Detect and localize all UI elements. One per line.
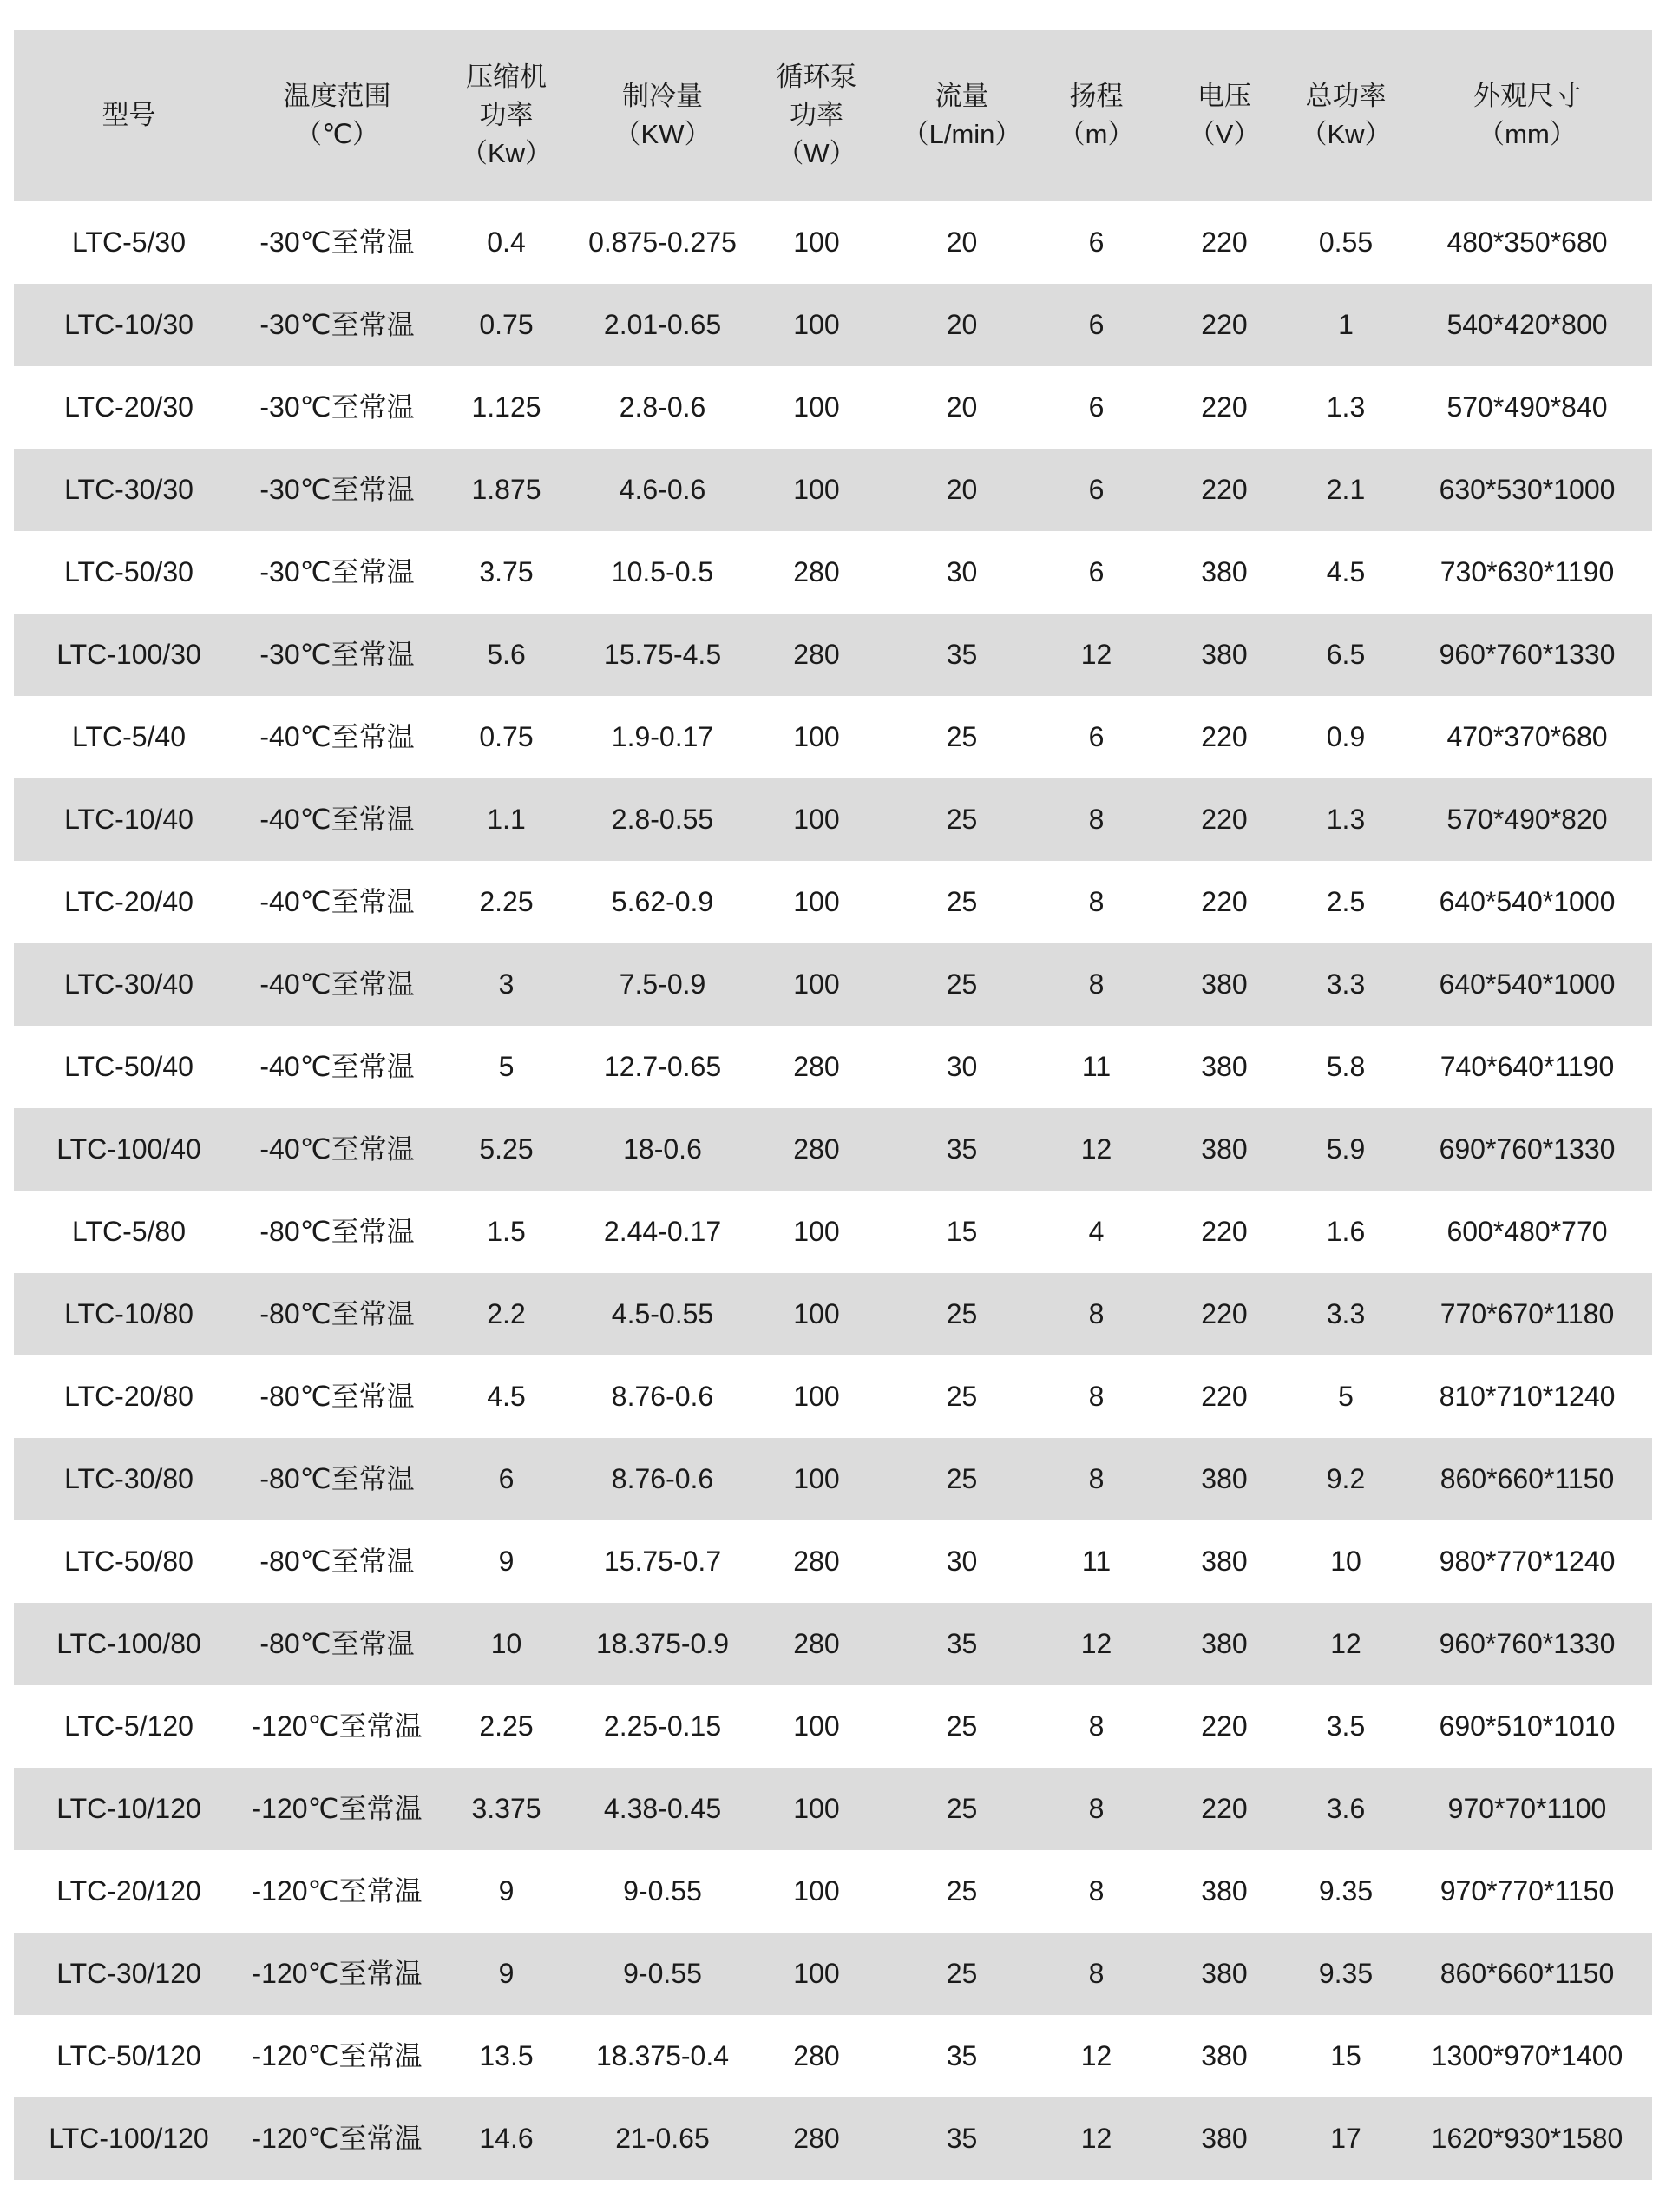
cell-flow-rate: 35: [946, 2039, 978, 2071]
cell-dimensions: 1300*970*1400: [1431, 2039, 1623, 2071]
table-row: [14, 1355, 1652, 1438]
table-row: [14, 1273, 1652, 1355]
cell-lift: 6: [1088, 391, 1105, 423]
column-header-line: （L/min）: [902, 119, 1022, 149]
cell-model: LTC-20/120: [56, 1874, 201, 1907]
cell-voltage: 380: [1201, 2122, 1248, 2154]
cell-compressor-power: 2.25: [479, 1710, 534, 1742]
cell-pump-power: 280: [793, 1545, 840, 1577]
cell-temp-range: -80℃至常温: [259, 1297, 415, 1329]
cell-pump-power: 100: [793, 1957, 840, 1989]
cell-temp-range: -120℃至常温: [252, 2039, 423, 2071]
cell-lift: 4: [1088, 1215, 1105, 1247]
cell-model: LTC-30/120: [56, 1957, 201, 1989]
cell-flow-rate: 25: [946, 720, 978, 752]
cell-pump-power: 100: [793, 720, 840, 752]
column-header-line: 外观尺寸: [1473, 80, 1581, 111]
cell-pump-power: 100: [793, 226, 840, 258]
cell-lift: 8: [1088, 803, 1105, 835]
cell-compressor-power: 2.25: [479, 885, 534, 917]
cell-temp-range: -40℃至常温: [259, 803, 415, 835]
cell-flow-rate: 35: [946, 1627, 978, 1659]
cell-flow-rate: 25: [946, 968, 978, 1000]
cell-model: LTC-100/80: [56, 1627, 201, 1659]
cell-compressor-power: 14.6: [479, 2122, 534, 2154]
column-header-line: 功率: [479, 99, 534, 130]
cell-flow-rate: 25: [946, 1380, 978, 1412]
cell-voltage: 220: [1201, 1380, 1248, 1412]
cell-compressor-power: 1.1: [487, 803, 526, 835]
cell-lift: 8: [1088, 1792, 1105, 1824]
cell-total-power: 2.5: [1326, 885, 1366, 917]
column-header-compressor-power: [430, 30, 582, 201]
cell-lift: 8: [1088, 1297, 1105, 1329]
cell-dimensions: 1620*930*1580: [1431, 2122, 1623, 2154]
cell-model: LTC-50/40: [64, 1050, 193, 1082]
cell-pump-power: 280: [793, 555, 840, 587]
table-row: [14, 1850, 1652, 1933]
table-row: [14, 1685, 1652, 1768]
cell-pump-power: 100: [793, 1710, 840, 1742]
cell-dimensions: 640*540*1000: [1439, 885, 1616, 917]
cell-total-power: 15: [1330, 2039, 1361, 2071]
cell-voltage: 220: [1201, 391, 1248, 423]
cell-dimensions: 690*510*1010: [1439, 1710, 1616, 1742]
cell-pump-power: 100: [793, 968, 840, 1000]
cell-cooling-capacity: 5.62-0.9: [611, 885, 714, 917]
cell-dimensions: 630*530*1000: [1439, 473, 1616, 505]
column-header-line: （Kw）: [1300, 119, 1392, 149]
cell-lift: 12: [1080, 1627, 1112, 1659]
cell-compressor-power: 0.4: [487, 226, 526, 258]
column-header-flow-rate: [890, 30, 1033, 201]
cell-cooling-capacity: 8.76-0.6: [611, 1462, 714, 1494]
cell-voltage: 380: [1201, 2039, 1248, 2071]
cell-pump-power: 100: [793, 1215, 840, 1247]
cell-total-power: 5.9: [1326, 1132, 1366, 1165]
cell-dimensions: 540*420*800: [1446, 308, 1608, 340]
cell-total-power: 3.3: [1326, 1297, 1366, 1329]
cell-total-power: 5: [1338, 1380, 1354, 1412]
cell-voltage: 380: [1201, 638, 1248, 670]
table-row: [14, 1933, 1652, 2015]
cell-dimensions: 960*760*1330: [1439, 638, 1616, 670]
cell-compressor-power: 6: [498, 1462, 515, 1494]
cell-cooling-capacity: 1.9-0.17: [611, 720, 714, 752]
cell-model: LTC-30/80: [64, 1462, 193, 1494]
cell-pump-power: 100: [793, 885, 840, 917]
table-row: [14, 2015, 1652, 2097]
cell-cooling-capacity: 10.5-0.5: [611, 555, 714, 587]
column-header-model: [14, 30, 244, 201]
cell-lift: 8: [1088, 1710, 1105, 1742]
cell-lift: 6: [1088, 720, 1105, 752]
cell-temp-range: -40℃至常温: [259, 968, 415, 1000]
cell-flow-rate: 20: [946, 308, 978, 340]
cell-total-power: 9.2: [1326, 1462, 1366, 1494]
column-header-line: 功率: [790, 99, 843, 130]
cell-flow-rate: 35: [946, 2122, 978, 2154]
cell-model: LTC-30/30: [64, 473, 193, 505]
table-row: [14, 696, 1652, 778]
cell-flow-rate: 25: [946, 803, 978, 835]
column-header-line: （m）: [1058, 119, 1135, 149]
cell-total-power: 10: [1330, 1545, 1361, 1577]
cell-pump-power: 100: [793, 803, 840, 835]
column-header-line: （mm）: [1478, 119, 1577, 149]
cell-voltage: 380: [1201, 1545, 1248, 1577]
cell-cooling-capacity: 7.5-0.9: [619, 968, 706, 1000]
cell-pump-power: 280: [793, 2122, 840, 2154]
cell-flow-rate: 25: [946, 1462, 978, 1494]
cell-compressor-power: 1.875: [471, 473, 541, 505]
cell-voltage: 220: [1201, 226, 1248, 258]
cell-dimensions: 640*540*1000: [1439, 968, 1616, 1000]
cell-pump-power: 280: [793, 638, 840, 670]
column-header-line: 制冷量: [622, 80, 703, 111]
cell-cooling-capacity: 15.75-4.5: [603, 638, 722, 670]
cell-temp-range: -30℃至常温: [259, 308, 415, 340]
cell-model: LTC-20/40: [64, 885, 193, 917]
cell-flow-rate: 20: [946, 226, 978, 258]
column-header-line: （Kw）: [460, 138, 553, 168]
cell-compressor-power: 5.25: [479, 1132, 534, 1165]
cell-cooling-capacity: 8.76-0.6: [611, 1380, 714, 1412]
column-header-line: 循环泵: [776, 61, 857, 92]
column-header-line: （KW）: [613, 119, 712, 149]
cell-voltage: 220: [1201, 1710, 1248, 1742]
cell-pump-power: 280: [793, 2039, 840, 2071]
cell-total-power: 3.6: [1326, 1792, 1366, 1824]
cell-total-power: 9.35: [1318, 1874, 1374, 1907]
cell-compressor-power: 5: [498, 1050, 515, 1082]
cell-model: LTC-10/40: [64, 803, 193, 835]
cell-temp-range: -30℃至常温: [259, 473, 415, 505]
spec-table: [14, 30, 1652, 2180]
cell-total-power: 0.55: [1318, 226, 1374, 258]
table-body: [14, 201, 1652, 2180]
cell-total-power: 1.3: [1326, 803, 1366, 835]
cell-pump-power: 100: [793, 391, 840, 423]
cell-total-power: 1.6: [1326, 1215, 1366, 1247]
cell-model: LTC-100/120: [49, 2122, 209, 2154]
table-row: [14, 201, 1652, 284]
cell-total-power: 3.3: [1326, 968, 1366, 1000]
cell-dimensions: 690*760*1330: [1439, 1132, 1616, 1165]
cell-dimensions: 570*490*820: [1446, 803, 1608, 835]
cell-lift: 6: [1088, 473, 1105, 505]
column-header-line: 扬程: [1069, 80, 1124, 111]
cell-model: LTC-5/30: [71, 226, 186, 258]
cell-model: LTC-50/80: [64, 1545, 193, 1577]
cell-model: LTC-5/80: [71, 1215, 186, 1247]
cell-lift: 6: [1088, 308, 1105, 340]
table-row: [14, 943, 1652, 1026]
cell-dimensions: 480*350*680: [1446, 226, 1608, 258]
table-row: [14, 1438, 1652, 1520]
table-row: [14, 1603, 1652, 1685]
cell-total-power: 9.35: [1318, 1957, 1374, 1989]
cell-lift: 8: [1088, 1462, 1105, 1494]
cell-temp-range: -120℃至常温: [252, 1874, 423, 1907]
cell-dimensions: 980*770*1240: [1439, 1545, 1616, 1577]
cell-lift: 6: [1088, 226, 1105, 258]
cell-lift: 8: [1088, 1380, 1105, 1412]
cell-compressor-power: 4.5: [487, 1380, 526, 1412]
cell-lift: 8: [1088, 1957, 1105, 1989]
table-row: [14, 449, 1652, 531]
cell-cooling-capacity: 2.8-0.6: [619, 391, 706, 423]
cell-flow-rate: 25: [946, 1297, 978, 1329]
cell-temp-range: -120℃至常温: [252, 1957, 423, 1989]
cell-flow-rate: 30: [946, 1050, 978, 1082]
cell-temp-range: -40℃至常温: [259, 1050, 415, 1082]
cell-model: LTC-5/120: [64, 1710, 193, 1742]
cell-temp-range: -30℃至常温: [259, 638, 415, 670]
cell-compressor-power: 9: [498, 1957, 515, 1989]
cell-flow-rate: 25: [946, 1957, 978, 1989]
cell-flow-rate: 25: [946, 1874, 978, 1907]
column-header-line: 电压: [1197, 80, 1251, 111]
cell-compressor-power: 0.75: [479, 720, 534, 752]
cell-pump-power: 100: [793, 1297, 840, 1329]
cell-voltage: 380: [1201, 1627, 1248, 1659]
table-row: [14, 1520, 1652, 1603]
cell-lift: 12: [1080, 1132, 1112, 1165]
cell-dimensions: 770*670*1180: [1440, 1297, 1615, 1329]
cell-dimensions: 600*480*770: [1446, 1215, 1608, 1247]
cell-temp-range: -40℃至常温: [259, 720, 415, 752]
cell-lift: 8: [1088, 1874, 1105, 1907]
cell-cooling-capacity: 9-0.55: [623, 1874, 702, 1907]
cell-voltage: 220: [1201, 473, 1248, 505]
column-header-dimensions: [1402, 30, 1652, 201]
cell-cooling-capacity: 4.38-0.45: [603, 1792, 722, 1824]
cell-flow-rate: 20: [946, 391, 978, 423]
column-header-line: （℃）: [295, 119, 379, 149]
cell-dimensions: 970*70*1100: [1447, 1792, 1607, 1824]
column-header-line: （W）: [777, 138, 856, 168]
table-row: [14, 861, 1652, 943]
cell-total-power: 1: [1338, 308, 1354, 340]
cell-voltage: 220: [1201, 1792, 1248, 1824]
cell-voltage: 380: [1201, 1462, 1248, 1494]
column-header-lift: [1033, 30, 1159, 201]
cell-total-power: 0.9: [1326, 720, 1366, 752]
cell-temp-range: -40℃至常温: [259, 885, 415, 917]
cell-cooling-capacity: 2.25-0.15: [603, 1710, 722, 1742]
cell-dimensions: 730*630*1190: [1440, 555, 1615, 587]
cell-flow-rate: 35: [946, 1132, 978, 1165]
cell-compressor-power: 13.5: [479, 2039, 534, 2071]
cell-voltage: 220: [1201, 1215, 1248, 1247]
cell-lift: 12: [1080, 638, 1112, 670]
cell-voltage: 220: [1201, 1297, 1248, 1329]
cell-flow-rate: 30: [946, 555, 978, 587]
cell-flow-rate: 20: [946, 473, 978, 505]
cell-compressor-power: 3: [498, 968, 515, 1000]
cell-voltage: 220: [1201, 720, 1248, 752]
cell-cooling-capacity: 18-0.6: [623, 1132, 702, 1165]
column-header-line: 总功率: [1305, 80, 1387, 111]
cell-temp-range: -30℃至常温: [259, 555, 415, 587]
cell-temp-range: -80℃至常温: [259, 1215, 415, 1247]
cell-cooling-capacity: 9-0.55: [623, 1957, 702, 1989]
cell-voltage: 380: [1201, 968, 1248, 1000]
table-row: [14, 1026, 1652, 1108]
table-row: [14, 2097, 1652, 2180]
cell-model: LTC-30/40: [64, 968, 193, 1000]
cell-dimensions: 810*710*1240: [1439, 1380, 1616, 1412]
cell-cooling-capacity: 0.875-0.275: [588, 226, 737, 258]
cell-total-power: 2.1: [1326, 473, 1366, 505]
cell-temp-range: -80℃至常温: [259, 1545, 415, 1577]
cell-model: LTC-100/30: [56, 638, 201, 670]
cell-cooling-capacity: 4.5-0.55: [611, 1297, 714, 1329]
cell-model: LTC-10/120: [56, 1792, 201, 1824]
column-header-line: 压缩机: [466, 61, 547, 92]
cell-compressor-power: 0.75: [479, 308, 534, 340]
cell-model: LTC-20/30: [64, 391, 193, 423]
cell-voltage: 380: [1201, 1957, 1248, 1989]
column-header-voltage: [1159, 30, 1289, 201]
cell-dimensions: 570*490*840: [1446, 391, 1608, 423]
table-row: [14, 1191, 1652, 1273]
cell-total-power: 4.5: [1326, 555, 1366, 587]
table-row: [14, 614, 1652, 696]
cell-lift: 12: [1080, 2122, 1112, 2154]
cell-model: LTC-10/30: [64, 308, 193, 340]
cell-temp-range: -80℃至常温: [259, 1462, 415, 1494]
cell-flow-rate: 25: [946, 1710, 978, 1742]
column-header-total-power: [1289, 30, 1402, 201]
cell-dimensions: 860*660*1150: [1440, 1462, 1615, 1494]
cell-compressor-power: 10: [490, 1627, 522, 1659]
cell-cooling-capacity: 21-0.65: [615, 2122, 710, 2154]
cell-lift: 8: [1088, 968, 1105, 1000]
cell-pump-power: 100: [793, 1462, 840, 1494]
cell-model: LTC-5/40: [71, 720, 186, 752]
cell-lift: 6: [1088, 555, 1105, 587]
cell-pump-power: 100: [793, 473, 840, 505]
cell-model: LTC-100/40: [56, 1132, 201, 1165]
cell-temp-range: -120℃至常温: [252, 1792, 423, 1824]
cell-compressor-power: 9: [498, 1874, 515, 1907]
cell-cooling-capacity: 18.375-0.4: [595, 2039, 729, 2071]
cell-temp-range: -80℃至常温: [259, 1380, 415, 1412]
cell-dimensions: 960*760*1330: [1439, 1627, 1616, 1659]
cell-flow-rate: 30: [946, 1545, 978, 1577]
cell-lift: 8: [1088, 885, 1105, 917]
table-row: [14, 778, 1652, 861]
cell-temp-range: -120℃至常温: [252, 1710, 423, 1742]
cell-cooling-capacity: 12.7-0.65: [603, 1050, 722, 1082]
cell-pump-power: 280: [793, 1050, 840, 1082]
cell-flow-rate: 35: [946, 638, 978, 670]
cell-lift: 12: [1080, 2039, 1112, 2071]
cell-temp-range: -120℃至常温: [252, 2122, 423, 2154]
column-header-line: （V）: [1188, 119, 1261, 149]
cell-model: LTC-50/120: [56, 2039, 201, 2071]
cell-dimensions: 470*370*680: [1446, 720, 1608, 752]
cell-temp-range: -30℃至常温: [259, 226, 415, 258]
cell-model: LTC-50/30: [64, 555, 193, 587]
column-header-line: 型号: [102, 99, 156, 130]
cell-pump-power: 100: [793, 1874, 840, 1907]
cell-compressor-power: 3.75: [479, 555, 534, 587]
cell-flow-rate: 15: [946, 1215, 978, 1247]
cell-cooling-capacity: 2.8-0.55: [611, 803, 714, 835]
cell-compressor-power: 2.2: [487, 1297, 526, 1329]
cell-compressor-power: 1.5: [487, 1215, 526, 1247]
cell-voltage: 220: [1201, 803, 1248, 835]
cell-voltage: 380: [1201, 1050, 1248, 1082]
cell-pump-power: 280: [793, 1627, 840, 1659]
column-header-line: 温度范围: [283, 80, 391, 111]
table-row: [14, 366, 1652, 449]
cell-pump-power: 280: [793, 1132, 840, 1165]
table-row: [14, 531, 1652, 614]
cell-flow-rate: 25: [946, 1792, 978, 1824]
cell-lift: 11: [1081, 1545, 1112, 1577]
cell-temp-range: -30℃至常温: [259, 391, 415, 423]
column-header-cooling-capacity: [582, 30, 743, 201]
column-header-temp-range: [244, 30, 430, 201]
cell-voltage: 220: [1201, 308, 1248, 340]
cell-total-power: 6.5: [1326, 638, 1366, 670]
cell-dimensions: 970*770*1150: [1440, 1874, 1615, 1907]
cell-total-power: 12: [1330, 1627, 1361, 1659]
cell-cooling-capacity: 18.375-0.9: [595, 1627, 729, 1659]
cell-compressor-power: 5.6: [487, 638, 526, 670]
cell-temp-range: -40℃至常温: [259, 1132, 415, 1165]
cell-voltage: 380: [1201, 1874, 1248, 1907]
column-header-pump-power: [743, 30, 890, 201]
cell-cooling-capacity: 4.6-0.6: [619, 473, 706, 505]
cell-dimensions: 740*640*1190: [1440, 1050, 1615, 1082]
cell-lift: 11: [1081, 1050, 1112, 1082]
cell-voltage: 380: [1201, 555, 1248, 587]
cell-model: LTC-20/80: [64, 1380, 193, 1412]
cell-compressor-power: 3.375: [471, 1792, 541, 1824]
cell-cooling-capacity: 15.75-0.7: [603, 1545, 722, 1577]
cell-pump-power: 100: [793, 1380, 840, 1412]
cell-compressor-power: 1.125: [471, 391, 541, 423]
column-header-line: 流量: [935, 80, 989, 111]
table-row: [14, 284, 1652, 366]
cell-voltage: 220: [1201, 885, 1248, 917]
cell-cooling-capacity: 2.01-0.65: [603, 308, 722, 340]
table-row: [14, 1768, 1652, 1850]
cell-compressor-power: 9: [498, 1545, 515, 1577]
cell-total-power: 3.5: [1326, 1710, 1366, 1742]
cell-pump-power: 100: [793, 308, 840, 340]
table-row: [14, 1108, 1652, 1191]
cell-total-power: 1.3: [1326, 391, 1366, 423]
cell-pump-power: 100: [793, 1792, 840, 1824]
cell-cooling-capacity: 2.44-0.17: [603, 1215, 722, 1247]
cell-total-power: 5.8: [1326, 1050, 1366, 1082]
cell-voltage: 380: [1201, 1132, 1248, 1165]
cell-temp-range: -80℃至常温: [259, 1627, 415, 1659]
cell-dimensions: 860*660*1150: [1440, 1957, 1615, 1989]
cell-flow-rate: 25: [946, 885, 978, 917]
header-row: [14, 30, 1652, 201]
cell-model: LTC-10/80: [64, 1297, 193, 1329]
cell-total-power: 17: [1330, 2122, 1361, 2154]
